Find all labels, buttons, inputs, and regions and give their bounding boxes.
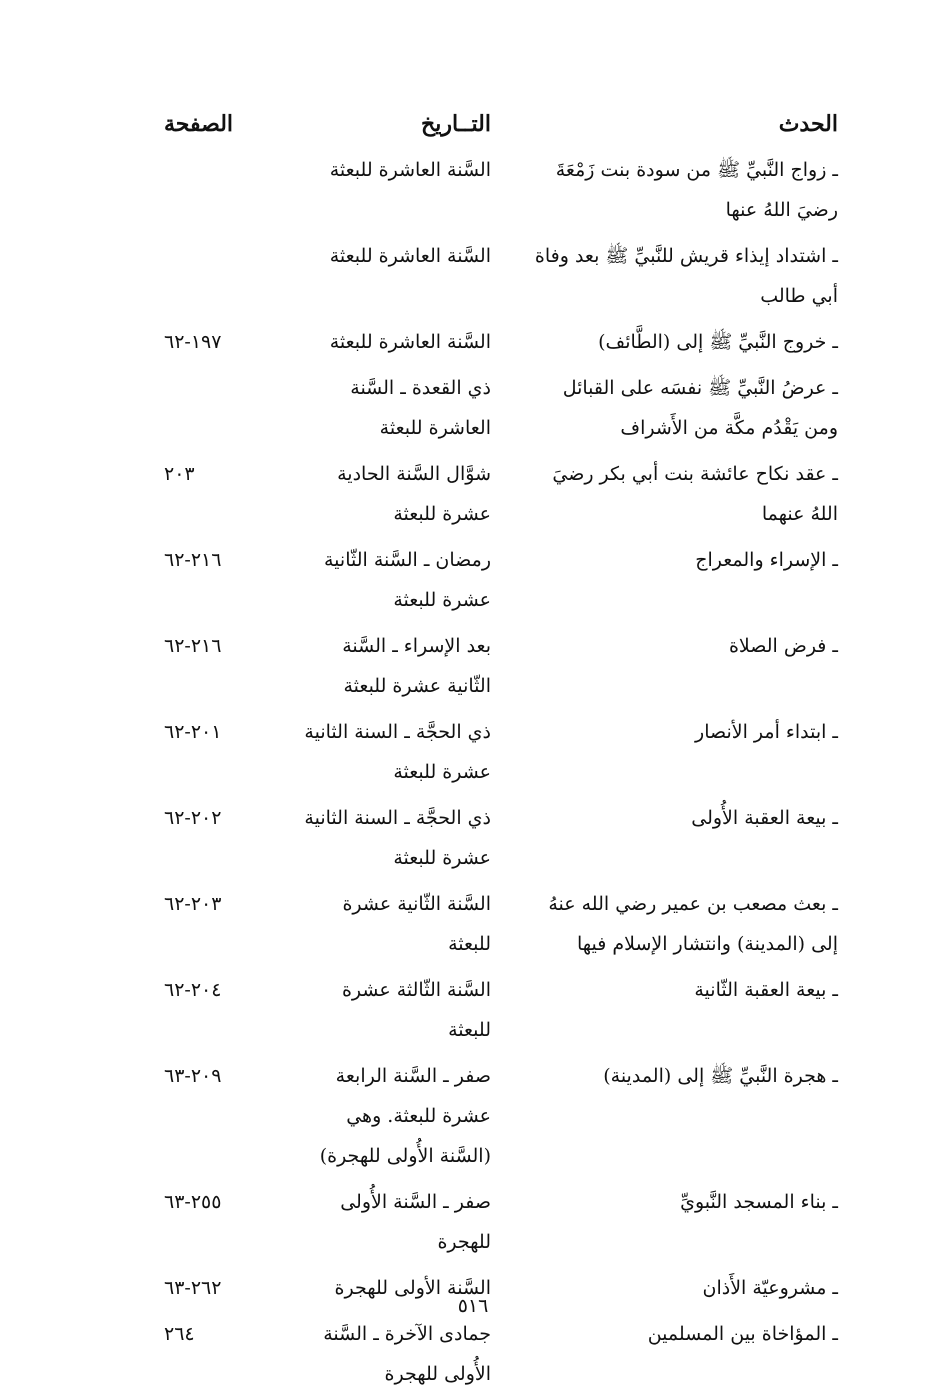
date-cell: السَّنة الثّانية عشرة للبعثة [342, 893, 491, 955]
event-cell: ـ خروج النَّبيِّ ﷺ إلى (الطَّائف) [598, 331, 838, 353]
page-cell: ٢٥٥-٦٣ [164, 1191, 222, 1213]
event-cell: ـ زواج النَّبيِّ ﷺ من سودة بنت زَمْعَةَ رضيَ اللهُ عنها [555, 159, 838, 221]
event-cell: ـ عقد نكاح عائشة بنت أبي بكر رضيَ اللهُ عنهما [552, 463, 838, 525]
page-cell: ٢٦٤ [164, 1323, 195, 1345]
date-cell: جمادى الآخرة ـ السَّنة الأُولى للهجرة [323, 1323, 491, 1385]
page-cell: ٢٠٣ [164, 463, 195, 485]
header-date: التــاريخ [421, 111, 491, 137]
page-number: ٥١٦ [457, 1295, 489, 1317]
date-cell: ذي الحجَّة ـ السنة الثانية عشرة للبعثة [304, 807, 491, 869]
chronology-table [94, 102, 838, 1400]
page-cell: ١٩٧-٦٢ [164, 331, 222, 353]
event-cell: ـ هجرة النَّبيِّ ﷺ إلى (المدينة) [603, 1065, 838, 1087]
event-cell: ـ بعث مصعب بن عمير رضي الله عنهُ إلى (المدينة) وانتشار الإسلام فيها [548, 893, 838, 955]
event-cell: ـ بناء المسجد النَّبويِّ [680, 1191, 838, 1213]
event-cell: ـ بيعة العقبة الأُولى [691, 807, 838, 829]
date-cell: السَّنة العاشرة للبعثة [329, 159, 491, 181]
date-cell: ذي الحجَّة ـ السنة الثانية عشرة للبعثة [304, 721, 491, 783]
date-cell: السَّنة الثّالثة عشرة للبعثة [341, 979, 491, 1041]
page-cell: ٢٠٩-٦٣ [164, 1065, 222, 1087]
page-cell: ٢٠٢-٦٢ [164, 807, 222, 829]
page-cell: ٢٠٤-٦٢ [164, 979, 222, 1001]
date-cell: السَّنة الأولى للهجرة [334, 1277, 491, 1299]
event-cell: ـ المؤاخاة بين المسلمين [647, 1323, 838, 1345]
page-cell: ٢٦٢-٦٣ [164, 1277, 222, 1299]
date-cell: رمضان ـ السَّنة الثّانية عشرة للبعثة [324, 549, 491, 611]
date-cell: شوَّال السَّنة الحادية عشرة للبعثة [337, 463, 491, 525]
event-cell: ـ اشتداد إيذاء قريش للنَّبيِّ ﷺ بعد وفاة أبي طالب [534, 245, 838, 307]
page-cell [94, 368, 298, 454]
page-cell [94, 150, 298, 236]
event-cell: ـ الإسراء والمعراج [695, 549, 838, 571]
date-cell: صفر ـ السَّنة الأُولى للهجرة [340, 1191, 491, 1253]
event-cell: ـ عرضُ النَّبيِّ ﷺ نفسَه على القبائل ومن يَقْدُم مكَّة من الأَشراف [562, 377, 838, 439]
date-cell: السَّنة العاشرة للبعثة [329, 331, 491, 353]
event-cell: ـ بيعة العقبة الثّانية [694, 979, 838, 1001]
header-event: الحدث [778, 111, 838, 137]
page-cell: ٢٠١-٦٢ [164, 721, 222, 743]
date-cell: ذي القعدة ـ السَّنة العاشرة للبعثة [350, 377, 491, 439]
header-page: الصفحة [164, 111, 234, 137]
page-cell: ٢١٦-٦٢ [164, 635, 222, 657]
page-cell: ٢٠٣-٦٢ [164, 893, 222, 915]
event-cell: ـ مشروعيّة الأَذان [702, 1277, 838, 1299]
event-cell: ـ فرض الصلاة [728, 635, 838, 657]
date-cell: بعد الإسراء ـ السَّنة الثّانية عشرة للبعثة [342, 635, 491, 697]
page-cell: ٢١٦-٦٢ [164, 549, 222, 571]
page-cell [94, 236, 298, 322]
event-cell: ـ ابتداء أمر الأنصار [695, 721, 838, 743]
date-cell: صفر ـ السَّنة الرابعة عشرة للبعثة. وهي (السَّنة الأُولى للهجرة) [319, 1065, 491, 1167]
date-cell: السَّنة العاشرة للبعثة [329, 245, 491, 267]
